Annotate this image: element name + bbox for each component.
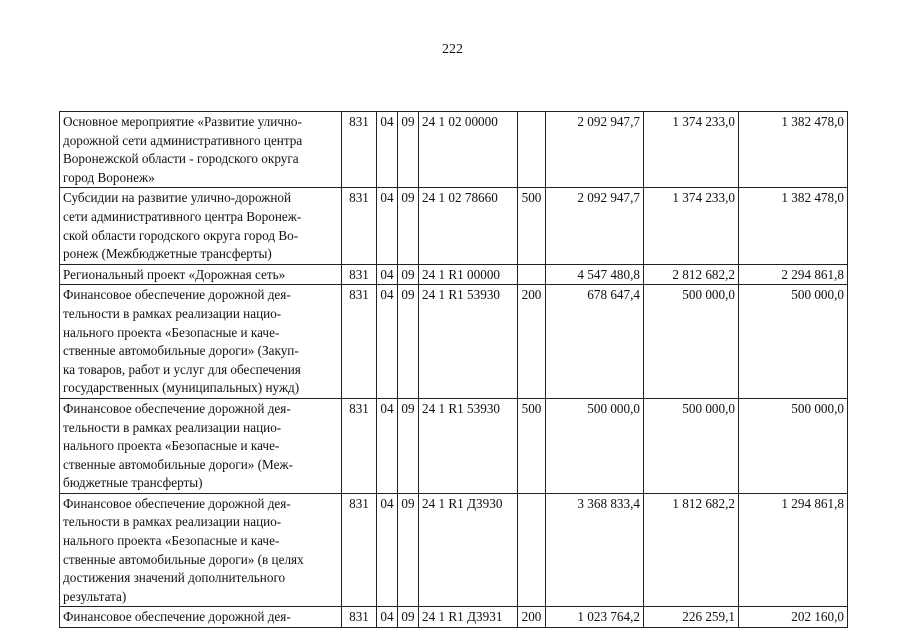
vr-cell: 500: [518, 188, 546, 264]
grbs-cell: 831: [342, 285, 377, 399]
pr-cell: 09: [398, 112, 419, 188]
amount-year2: 1 374 233,0: [644, 112, 739, 188]
pr-cell: 09: [398, 493, 419, 607]
name-line: дорожной сети административного центра: [63, 132, 303, 148]
grbs-cell: 831: [342, 112, 377, 188]
row-name: [60, 607, 342, 628]
grbs-cell: 831: [342, 398, 377, 493]
rz-cell: 04: [377, 493, 398, 607]
vr-cell: 500: [518, 398, 546, 493]
name-line: тельности в рамках реализации нацио-: [63, 305, 282, 321]
name-line: Субсидии на развитие улично-дорожной: [63, 190, 292, 206]
name-line: Воронежской области - городского округа: [63, 151, 299, 167]
name-line: Финансовое обеспечение дорожной дея-: [63, 400, 291, 416]
table-row: [60, 264, 848, 285]
name-line: тельности в рамках реализации нацио-: [63, 514, 282, 530]
amount-year2: 2 812 682,2: [644, 264, 739, 285]
amount-year1: 1 023 764,2: [546, 607, 644, 628]
amount-year1: 4 547 480,8: [546, 264, 644, 285]
csr-cell: 24 1 02 00000: [419, 112, 518, 188]
amount-year3: 500 000,0: [739, 285, 848, 399]
csr-cell: 24 1 02 78660: [419, 188, 518, 264]
amount-year2: 1 374 233,0: [644, 188, 739, 264]
amount-year2: 1 812 682,2: [644, 493, 739, 607]
vr-cell: 200: [518, 285, 546, 399]
grbs-cell: 831: [342, 264, 377, 285]
rz-cell: 04: [377, 264, 398, 285]
vr-cell: 200: [518, 607, 546, 628]
name-line: ственные автомобильные дороги» (Закуп-: [63, 343, 299, 359]
table-row: [60, 188, 848, 264]
name-line: тельности в рамках реализации нацио-: [63, 419, 282, 435]
table-row: [60, 607, 848, 628]
amount-year3: 1 382 478,0: [739, 112, 848, 188]
amount-year3: 1 294 861,8: [739, 493, 848, 607]
row-name: [60, 112, 342, 188]
pr-cell: 09: [398, 607, 419, 628]
rz-cell: 04: [377, 188, 398, 264]
row-name: [60, 398, 342, 493]
rz-cell: 04: [377, 398, 398, 493]
row-name: [60, 188, 342, 264]
csr-cell: 24 1 R1 53930: [419, 398, 518, 493]
name-line: нального проекта «Безопасные и каче-: [63, 533, 280, 549]
name-line: нального проекта «Безопасные и каче-: [63, 324, 280, 340]
rz-cell: 04: [377, 285, 398, 399]
vr-cell: [518, 112, 546, 188]
grbs-cell: 831: [342, 493, 377, 607]
amount-year1: 2 092 947,7: [546, 188, 644, 264]
vr-cell: [518, 264, 546, 285]
name-line: Финансовое обеспечение дорожной дея-: [63, 287, 291, 303]
name-line: город Воронеж»: [63, 169, 155, 185]
amount-year2: 226 259,1: [644, 607, 739, 628]
name-line: ской области городского округа город Во-: [63, 227, 299, 243]
name-line: результата): [63, 588, 127, 604]
row-name: [60, 493, 342, 607]
amount-year1: 500 000,0: [546, 398, 644, 493]
page-number: 222: [442, 42, 463, 57]
name-line: ронеж (Межбюджетные трансферты): [63, 246, 272, 262]
amount-year1: 2 092 947,7: [546, 112, 644, 188]
pr-cell: 09: [398, 264, 419, 285]
amount-year3: 202 160,0: [739, 607, 848, 628]
csr-cell: 24 1 R1 00000: [419, 264, 518, 285]
name-line: ственные автомобильные дороги» (Меж-: [63, 456, 293, 472]
name-line: Региональный проект «Дорожная сеть»: [63, 266, 286, 282]
grbs-cell: 831: [342, 188, 377, 264]
pr-cell: 09: [398, 398, 419, 493]
csr-cell: 24 1 R1 53930: [419, 285, 518, 399]
table-row: [60, 112, 848, 188]
rz-cell: 04: [377, 607, 398, 628]
row-name: [60, 264, 342, 285]
row-name: [60, 285, 342, 399]
name-line: бюджетные трансферты): [63, 475, 203, 491]
amount-year3: 1 382 478,0: [739, 188, 848, 264]
budget-table: [59, 111, 848, 628]
name-line: Основное мероприятие «Развитие улично-: [63, 114, 302, 129]
amount-year3: 2 294 861,8: [739, 264, 848, 285]
name-line: достижения значений дополнительного: [63, 570, 286, 586]
name-line: Финансовое обеспечение дорожной дея-: [63, 495, 291, 511]
amount-year3: 500 000,0: [739, 398, 848, 493]
table-body: [60, 112, 848, 628]
name-line: Финансовое обеспечение дорожной дея-: [63, 609, 291, 625]
name-line: сети административного центра Воронеж-: [63, 208, 302, 224]
table-row: [60, 398, 848, 493]
rz-cell: 04: [377, 112, 398, 188]
name-line: нального проекта «Безопасные и каче-: [63, 438, 280, 454]
csr-cell: 24 1 R1 Д3931: [419, 607, 518, 628]
grbs-cell: 831: [342, 607, 377, 628]
table-row: [60, 493, 848, 607]
amount-year1: 678 647,4: [546, 285, 644, 399]
table-row: [60, 285, 848, 399]
csr-cell: 24 1 R1 Д3930: [419, 493, 518, 607]
name-line: ственные автомобильные дороги» (в целях: [63, 551, 304, 567]
amount-year2: 500 000,0: [644, 285, 739, 399]
name-line: государственных (муниципальных) нужд): [63, 380, 300, 396]
name-line: ка товаров, работ и услуг для обеспечения: [63, 361, 301, 377]
pr-cell: 09: [398, 285, 419, 399]
amount-year2: 500 000,0: [644, 398, 739, 493]
pr-cell: 09: [398, 188, 419, 264]
amount-year1: 3 368 833,4: [546, 493, 644, 607]
vr-cell: [518, 493, 546, 607]
